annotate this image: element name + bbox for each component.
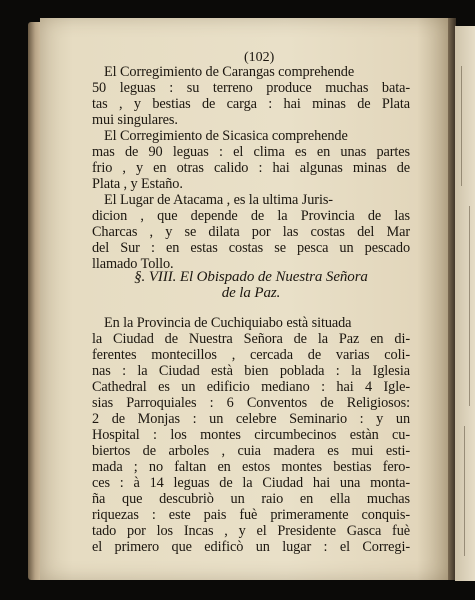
text-line: riquezas : este pais fuè primeramente conquis- — [92, 507, 410, 523]
text-line: Charcas , y se dilata por las costas del Mar — [92, 224, 410, 240]
text-line: 50 leguas : su terreno produce muchas bata- — [92, 80, 410, 96]
text-line: el primero que edificò un lugar : el Corregi- — [92, 539, 410, 555]
text-line: El Lugar de Atacama , es la ultima Juris- — [104, 192, 333, 208]
text-line: En la Provincia de Cuchiquiabo està situada — [104, 315, 352, 331]
text-line: tado por los Incas , y el Presidente Gasca fuè — [92, 523, 410, 539]
text-line: tas , y bestias de carga : hai minas de Plata — [92, 96, 410, 112]
text-line: dicion , que depende de la Provincia de las — [92, 208, 410, 224]
text-line: ces : à 14 leguas de la Ciudad hai una monta- — [92, 475, 410, 491]
facing-map-page — [455, 26, 475, 581]
text-line: mui singulares. — [92, 112, 178, 128]
text-line: 2 de Monjas : un celebre Seminario : y un — [92, 411, 410, 427]
text-line: frio , y en otras calido : hai algunas minas de — [92, 160, 410, 176]
text-line: del Sur : en estas costas se pesca un pescado — [92, 240, 410, 256]
text-line: El Corregimiento de Carangas comprehende — [104, 64, 355, 80]
page-number: (102) — [244, 50, 275, 65]
text-line: mas de 90 leguas : el clima es en unas partes — [92, 144, 410, 160]
text-line: ferentes montecillos , cercada de varias coli- — [92, 347, 410, 363]
section-heading-continued — [92, 285, 410, 301]
text-line: sias Parroquiales : 6 Conventos de Religiosos: — [92, 395, 410, 411]
text-line: llamado Tollo. — [92, 256, 174, 272]
text-line: la Ciudad de Nuestra Señora de la Paz en di- — [92, 331, 410, 347]
text-line: nas : la Ciudad està bien poblada : la Iglesia — [92, 363, 410, 379]
text-line: Cathedral es un edificio mediano : hai 4 Igle- — [92, 379, 410, 395]
text-line: Plata , y Estaño. — [92, 176, 183, 192]
text-line: ña que descubriò un raio en ella muchas — [92, 491, 410, 507]
text-line: El Corregimiento de Sicasica comprehende — [104, 128, 348, 144]
text-line: Hospital : los montes circumbecinos estàn cu- — [92, 427, 410, 443]
text-line: biertos de arboles , cuia madera es mui esti- — [92, 443, 410, 459]
text-line: mada ; no faltan en estos montes bestias fero- — [92, 459, 410, 475]
section-heading-line2: de la Paz. — [221, 285, 281, 301]
section-heading-line1: §. VIII. El Obispado de Nuestra Señora — [134, 269, 368, 285]
